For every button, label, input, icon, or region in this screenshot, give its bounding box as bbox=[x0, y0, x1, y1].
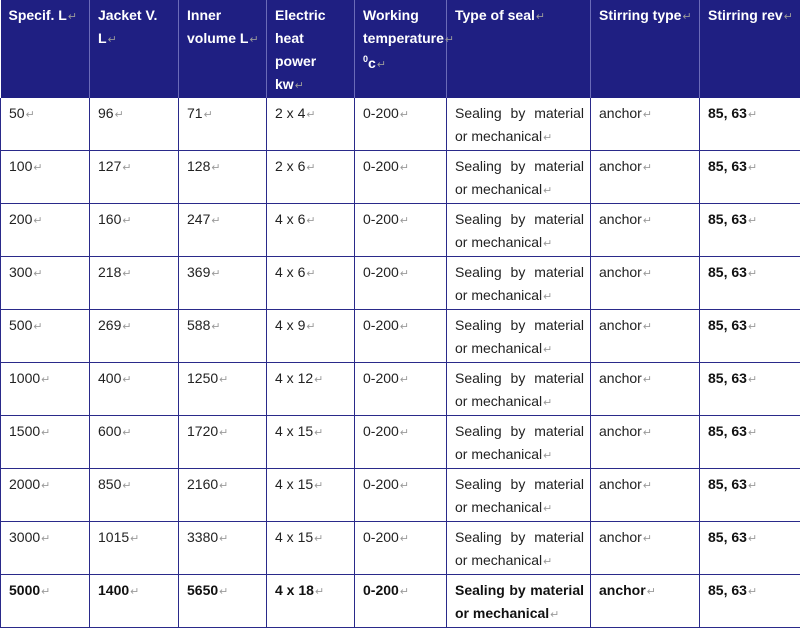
header-heat-power: Electric heat power kw↵ bbox=[267, 0, 355, 98]
seal-type-cell: Sealing by material or mechanical↵ bbox=[447, 98, 591, 151]
spec-cell: 100↵ bbox=[1, 151, 90, 204]
heat-power-cell: 4 x 15↵ bbox=[267, 522, 355, 575]
temperature-cell: 0-200↵ bbox=[355, 522, 447, 575]
stirring-type-cell: anchor↵ bbox=[591, 310, 700, 363]
inner-volume-cell: 369↵ bbox=[179, 257, 267, 310]
seal-type-cell: Sealing by material or mechanical↵ bbox=[447, 257, 591, 310]
jacket-volume-cell: 600↵ bbox=[90, 416, 179, 469]
temperature-cell: 0-200↵ bbox=[355, 151, 447, 204]
header-jacket: Jacket V. L↵ bbox=[90, 0, 179, 98]
inner-volume-cell: 71↵ bbox=[179, 98, 267, 151]
inner-volume-cell: 247↵ bbox=[179, 204, 267, 257]
stirring-type-cell: anchor↵ bbox=[591, 469, 700, 522]
stirring-type-cell: anchor↵ bbox=[591, 416, 700, 469]
spec-cell: 5000↵ bbox=[1, 575, 90, 628]
stirring-type-cell: anchor↵ bbox=[591, 257, 700, 310]
table-row bbox=[1, 151, 800, 204]
header-spec: Specif. L↵ bbox=[1, 0, 90, 98]
header-seal-type: Type of seal↵ bbox=[447, 0, 591, 98]
heat-power-cell: 4 x 15↵ bbox=[267, 469, 355, 522]
jacket-volume-cell: 1015↵ bbox=[90, 522, 179, 575]
seal-type-cell: Sealing by material or mechanical↵ bbox=[447, 575, 591, 628]
table-body bbox=[1, 98, 800, 628]
stirring-type-cell: anchor↵ bbox=[591, 363, 700, 416]
jacket-volume-cell: 160↵ bbox=[90, 204, 179, 257]
temperature-cell: 0-200↵ bbox=[355, 98, 447, 151]
spec-cell: 1000↵ bbox=[1, 363, 90, 416]
stirring-rev-cell: 85, 63↵ bbox=[700, 575, 800, 628]
stirring-type-cell: anchor↵ bbox=[591, 204, 700, 257]
inner-volume-cell: 2160↵ bbox=[179, 469, 267, 522]
table-row bbox=[1, 257, 800, 310]
seal-type-cell: Sealing by material or mechanical↵ bbox=[447, 416, 591, 469]
stirring-rev-cell: 85, 63↵ bbox=[700, 363, 800, 416]
heat-power-cell: 2 x 4↵ bbox=[267, 98, 355, 151]
spec-cell: 300↵ bbox=[1, 257, 90, 310]
stirring-rev-cell: 85, 63↵ bbox=[700, 257, 800, 310]
inner-volume-cell: 5650↵ bbox=[179, 575, 267, 628]
temperature-cell: 0-200↵ bbox=[355, 257, 447, 310]
stirring-rev-cell: 85, 63↵ bbox=[700, 151, 800, 204]
spec-cell: 3000↵ bbox=[1, 522, 90, 575]
header-row bbox=[1, 0, 800, 98]
header-stirring-rev: Stirring rev↵ bbox=[700, 0, 800, 98]
stirring-type-cell: anchor↵ bbox=[591, 522, 700, 575]
heat-power-cell: 4 x 15↵ bbox=[267, 416, 355, 469]
stirring-rev-cell: 85, 63↵ bbox=[700, 522, 800, 575]
temperature-cell: 0-200↵ bbox=[355, 575, 447, 628]
spec-cell: 50↵ bbox=[1, 98, 90, 151]
heat-power-cell: 4 x 6↵ bbox=[267, 204, 355, 257]
table-row bbox=[1, 204, 800, 257]
header-inner-volume: Inner volume L↵ bbox=[179, 0, 267, 98]
seal-type-cell: Sealing by material or mechanical↵ bbox=[447, 522, 591, 575]
inner-volume-cell: 1720↵ bbox=[179, 416, 267, 469]
table-row bbox=[1, 363, 800, 416]
table-row bbox=[1, 469, 800, 522]
temperature-cell: 0-200↵ bbox=[355, 363, 447, 416]
table-row bbox=[1, 522, 800, 575]
temperature-cell: 0-200↵ bbox=[355, 416, 447, 469]
spec-cell: 2000↵ bbox=[1, 469, 90, 522]
table-row bbox=[1, 98, 800, 151]
stirring-rev-cell: 85, 63↵ bbox=[700, 469, 800, 522]
table-row bbox=[1, 416, 800, 469]
heat-power-cell: 4 x 12↵ bbox=[267, 363, 355, 416]
stirring-rev-cell: 85, 63↵ bbox=[700, 416, 800, 469]
seal-type-cell: Sealing by material or mechanical↵ bbox=[447, 310, 591, 363]
stirring-type-cell: anchor↵ bbox=[591, 98, 700, 151]
table-row bbox=[1, 310, 800, 363]
seal-type-cell: Sealing by material or mechanical↵ bbox=[447, 151, 591, 204]
header-stirring-type: Stirring type↵ bbox=[591, 0, 700, 98]
temperature-cell: 0-200↵ bbox=[355, 469, 447, 522]
jacket-volume-cell: 1400↵ bbox=[90, 575, 179, 628]
spec-cell: 500↵ bbox=[1, 310, 90, 363]
stirring-rev-cell: 85, 63↵ bbox=[700, 98, 800, 151]
jacket-volume-cell: 127↵ bbox=[90, 151, 179, 204]
inner-volume-cell: 1250↵ bbox=[179, 363, 267, 416]
heat-power-cell: 4 x 6↵ bbox=[267, 257, 355, 310]
stirring-type-cell: anchor↵ bbox=[591, 575, 700, 628]
spec-cell: 1500↵ bbox=[1, 416, 90, 469]
heat-power-cell: 4 x 9↵ bbox=[267, 310, 355, 363]
header-temperature: Working temperature↵ $^0$c↵ bbox=[355, 0, 447, 98]
temperature-cell: 0-200↵ bbox=[355, 310, 447, 363]
jacket-volume-cell: 400↵ bbox=[90, 363, 179, 416]
seal-type-cell: Sealing by material or mechanical↵ bbox=[447, 469, 591, 522]
stirring-type-cell: anchor↵ bbox=[591, 151, 700, 204]
inner-volume-cell: 128↵ bbox=[179, 151, 267, 204]
inner-volume-cell: 588↵ bbox=[179, 310, 267, 363]
heat-power-cell: 4 x 18↵ bbox=[267, 575, 355, 628]
table-header bbox=[1, 0, 800, 98]
seal-type-cell: Sealing by material or mechanical↵ bbox=[447, 204, 591, 257]
seal-type-cell: Sealing by material or mechanical↵ bbox=[447, 363, 591, 416]
inner-volume-cell: 3380↵ bbox=[179, 522, 267, 575]
jacket-volume-cell: 96↵ bbox=[90, 98, 179, 151]
jacket-volume-cell: 269↵ bbox=[90, 310, 179, 363]
jacket-volume-cell: 218↵ bbox=[90, 257, 179, 310]
table-row bbox=[1, 575, 800, 628]
temperature-cell: 0-200↵ bbox=[355, 204, 447, 257]
heat-power-cell: 2 x 6↵ bbox=[267, 151, 355, 204]
stirring-rev-cell: 85, 63↵ bbox=[700, 204, 800, 257]
spec-cell: 200↵ bbox=[1, 204, 90, 257]
jacket-volume-cell: 850↵ bbox=[90, 469, 179, 522]
stirring-rev-cell: 85, 63↵ bbox=[700, 310, 800, 363]
